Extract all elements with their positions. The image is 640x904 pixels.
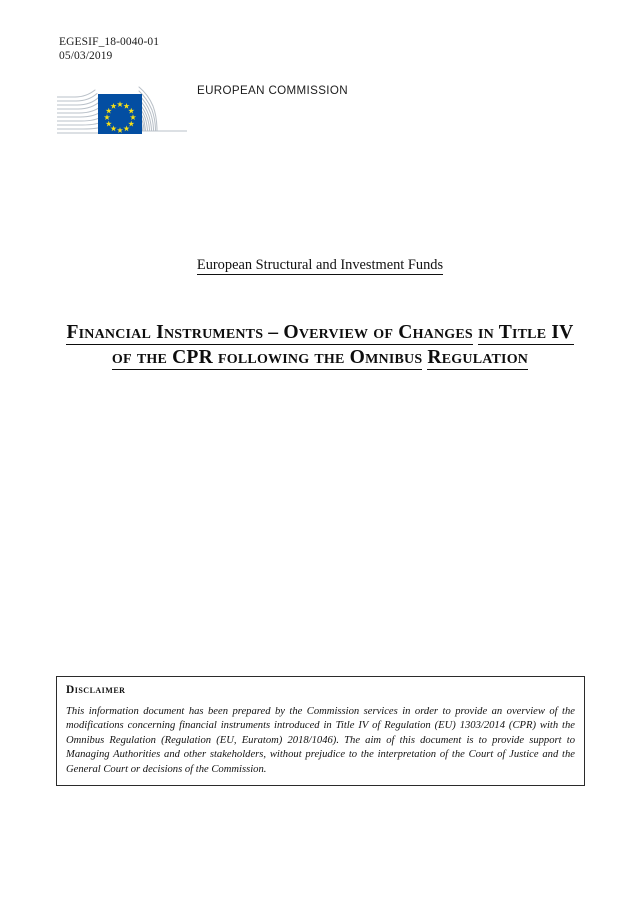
fund-programme-subtitle	[0, 257, 640, 274]
disclaimer-box	[56, 676, 585, 786]
disclaimer-body-text: This information document has been prepared by the Commission services in order to provide an overview of the modifications concerning financial instruments introduced in Title IV of Regulation (EU) 1303/2014 (CPR) with the Omnibus Regulation (Regulation (EU, Euratom) 2018/1046). The aim of this document is to provide support to Managing Authorities and other stakeholders, without prejudice to the interpretation of the Court of Justice and the General Court or decisions of the Commission.	[66, 706, 575, 775]
disclaimer-heading: Disclaimer	[66, 684, 126, 696]
document-date: 05/03/2019	[59, 49, 113, 62]
page-title	[62, 321, 578, 370]
european-commission-logo	[57, 83, 397, 145]
page-title-line-3: Regulation	[427, 346, 529, 368]
document-reference-code: EGESIF_18-0040-01	[59, 36, 160, 48]
document-reference-header	[59, 36, 159, 63]
page-title-line-2: in Title IV of the CPR following the Omnibus	[111, 322, 574, 368]
european-commission-wordmark: EUROPEAN COMMISSION	[197, 84, 348, 97]
page-title-line-1: Financial Instruments – Overview of Changes	[66, 322, 473, 343]
eu-flag-icon	[57, 83, 187, 145]
fund-programme-subtitle-text: European Structural and Investment Funds	[196, 257, 444, 273]
